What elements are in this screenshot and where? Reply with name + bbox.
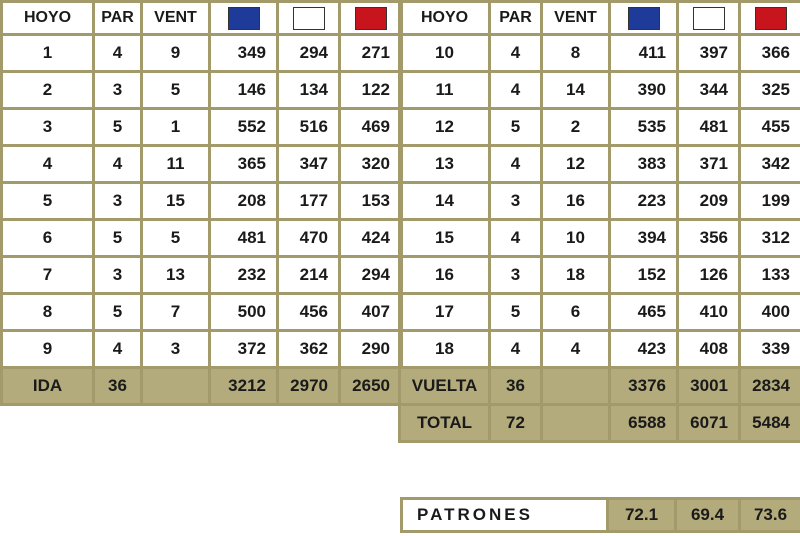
total-red: 5484	[740, 405, 800, 442]
hole-vent-cell: 9	[142, 35, 210, 72]
hole-white-cell: 516	[278, 109, 340, 146]
hole-hoyo-cell: 11	[400, 72, 490, 109]
hole-white-cell: 408	[678, 331, 740, 368]
hole-blue-cell: 208	[210, 183, 278, 220]
hole-blue-cell: 146	[210, 72, 278, 109]
white-tee-swatch	[293, 7, 325, 30]
hole-row	[400, 35, 800, 72]
hole-blue-cell: 223	[610, 183, 678, 220]
ida-blue: 3212	[210, 368, 278, 405]
hole-white-cell: 347	[278, 146, 340, 183]
hole-par-cell: 5	[490, 109, 542, 146]
hole-hoyo-cell: 17	[400, 294, 490, 331]
hole-par-cell: 5	[94, 109, 142, 146]
hole-blue-cell: 383	[610, 146, 678, 183]
ida-white: 2970	[278, 368, 340, 405]
hole-row	[400, 72, 800, 109]
hole-row	[2, 35, 402, 72]
hole-blue-cell: 394	[610, 220, 678, 257]
hole-par-cell: 3	[94, 72, 142, 109]
hole-red-cell: 469	[340, 109, 402, 146]
hole-par-cell: 5	[94, 294, 142, 331]
hole-row	[400, 257, 800, 294]
vent-header: VENT	[542, 2, 610, 35]
hole-par-cell: 4	[94, 146, 142, 183]
hole-white-cell: 470	[278, 220, 340, 257]
hole-row	[400, 109, 800, 146]
hole-row	[400, 183, 800, 220]
hole-vent-cell: 11	[142, 146, 210, 183]
ida-total-row	[2, 368, 402, 405]
hole-row	[2, 257, 402, 294]
hole-row	[2, 331, 402, 368]
vuelta-vent	[542, 368, 610, 405]
hole-blue-cell: 411	[610, 35, 678, 72]
hole-vent-cell: 10	[542, 220, 610, 257]
hole-hoyo-cell: 13	[400, 146, 490, 183]
hole-red-cell: 122	[340, 72, 402, 109]
hoyo-header: HOYO	[2, 2, 94, 35]
hole-blue-cell: 465	[610, 294, 678, 331]
hole-white-cell: 214	[278, 257, 340, 294]
total-label: TOTAL	[400, 405, 490, 442]
hole-vent-cell: 18	[542, 257, 610, 294]
hole-white-cell: 344	[678, 72, 740, 109]
hole-vent-cell: 7	[142, 294, 210, 331]
ida-label: IDA	[2, 368, 94, 405]
hole-vent-cell: 1	[142, 109, 210, 146]
front-nine-table	[0, 0, 403, 406]
hole-red-cell: 325	[740, 72, 800, 109]
total-white: 6071	[678, 405, 740, 442]
hole-vent-cell: 5	[142, 220, 210, 257]
hole-vent-cell: 15	[142, 183, 210, 220]
total-blue: 6588	[610, 405, 678, 442]
hole-red-cell: 342	[740, 146, 800, 183]
hole-white-cell: 209	[678, 183, 740, 220]
red-tee-header	[340, 2, 402, 35]
hole-row	[2, 72, 402, 109]
ida-vent	[142, 368, 210, 405]
hole-blue-cell: 535	[610, 109, 678, 146]
vuelta-label: VUELTA	[400, 368, 490, 405]
hole-white-cell: 356	[678, 220, 740, 257]
hole-hoyo-cell: 14	[400, 183, 490, 220]
hole-vent-cell: 14	[542, 72, 610, 109]
hole-white-cell: 371	[678, 146, 740, 183]
hole-red-cell: 290	[340, 331, 402, 368]
hole-white-cell: 410	[678, 294, 740, 331]
hole-blue-cell: 372	[210, 331, 278, 368]
patrones-blue: 72.1	[608, 499, 676, 532]
hoyo-header: HOYO	[400, 2, 490, 35]
patrones-red: 73.6	[740, 499, 800, 532]
blue-tee-swatch	[228, 7, 260, 30]
patrones-label: PATRONES	[402, 499, 608, 532]
red-tee-swatch	[755, 7, 787, 30]
hole-hoyo-cell: 4	[2, 146, 94, 183]
hole-hoyo-cell: 18	[400, 331, 490, 368]
hole-blue-cell: 365	[210, 146, 278, 183]
hole-row	[2, 109, 402, 146]
hole-blue-cell: 423	[610, 331, 678, 368]
patrones-white: 69.4	[676, 499, 740, 532]
hole-red-cell: 271	[340, 35, 402, 72]
hole-white-cell: 481	[678, 109, 740, 146]
hole-red-cell: 339	[740, 331, 800, 368]
hole-red-cell: 294	[340, 257, 402, 294]
hole-hoyo-cell: 5	[2, 183, 94, 220]
hole-red-cell: 407	[340, 294, 402, 331]
hole-hoyo-cell: 15	[400, 220, 490, 257]
hole-par-cell: 4	[490, 35, 542, 72]
hole-par-cell: 4	[490, 220, 542, 257]
grand-total-row	[400, 405, 800, 442]
hole-blue-cell: 349	[210, 35, 278, 72]
ida-par: 36	[94, 368, 142, 405]
hole-row	[400, 220, 800, 257]
hole-vent-cell: 13	[142, 257, 210, 294]
hole-par-cell: 3	[94, 183, 142, 220]
hole-par-cell: 5	[94, 220, 142, 257]
hole-blue-cell: 232	[210, 257, 278, 294]
hole-row	[400, 331, 800, 368]
hole-par-cell: 4	[490, 146, 542, 183]
hole-hoyo-cell: 8	[2, 294, 94, 331]
hole-par-cell: 3	[490, 257, 542, 294]
par-header: PAR	[490, 2, 542, 35]
hole-red-cell: 400	[740, 294, 800, 331]
blue-tee-swatch	[628, 7, 660, 30]
hole-white-cell: 456	[278, 294, 340, 331]
hole-white-cell: 134	[278, 72, 340, 109]
hole-par-cell: 3	[94, 257, 142, 294]
hole-red-cell: 153	[340, 183, 402, 220]
vuelta-blue: 3376	[610, 368, 678, 405]
hole-par-cell: 4	[94, 35, 142, 72]
hole-hoyo-cell: 3	[2, 109, 94, 146]
white-tee-swatch	[693, 7, 725, 30]
header-row	[2, 2, 402, 35]
hole-vent-cell: 16	[542, 183, 610, 220]
vuelta-total-row	[400, 368, 800, 405]
header-row	[400, 2, 800, 35]
hole-red-cell: 320	[340, 146, 402, 183]
hole-blue-cell: 390	[610, 72, 678, 109]
par-header: PAR	[94, 2, 142, 35]
back-nine-table	[398, 0, 800, 443]
hole-blue-cell: 500	[210, 294, 278, 331]
hole-row	[400, 146, 800, 183]
hole-red-cell: 424	[340, 220, 402, 257]
hole-row	[2, 220, 402, 257]
patrones-table	[400, 497, 800, 533]
vuelta-par: 36	[490, 368, 542, 405]
hole-vent-cell: 4	[542, 331, 610, 368]
hole-vent-cell: 8	[542, 35, 610, 72]
hole-vent-cell: 6	[542, 294, 610, 331]
hole-hoyo-cell: 7	[2, 257, 94, 294]
hole-red-cell: 455	[740, 109, 800, 146]
hole-white-cell: 177	[278, 183, 340, 220]
hole-hoyo-cell: 10	[400, 35, 490, 72]
hole-row	[400, 294, 800, 331]
hole-hoyo-cell: 6	[2, 220, 94, 257]
hole-row	[2, 146, 402, 183]
hole-hoyo-cell: 12	[400, 109, 490, 146]
hole-red-cell: 133	[740, 257, 800, 294]
blue-tee-header	[210, 2, 278, 35]
total-vent	[542, 405, 610, 442]
hole-row	[2, 183, 402, 220]
hole-white-cell: 362	[278, 331, 340, 368]
hole-white-cell: 294	[278, 35, 340, 72]
total-par: 72	[490, 405, 542, 442]
hole-blue-cell: 552	[210, 109, 278, 146]
hole-red-cell: 312	[740, 220, 800, 257]
hole-vent-cell: 5	[142, 72, 210, 109]
hole-hoyo-cell: 2	[2, 72, 94, 109]
hole-hoyo-cell: 9	[2, 331, 94, 368]
vuelta-white: 3001	[678, 368, 740, 405]
hole-hoyo-cell: 1	[2, 35, 94, 72]
hole-vent-cell: 12	[542, 146, 610, 183]
hole-blue-cell: 481	[210, 220, 278, 257]
hole-par-cell: 3	[490, 183, 542, 220]
ida-red: 2650	[340, 368, 402, 405]
hole-par-cell: 5	[490, 294, 542, 331]
patrones-row	[402, 499, 800, 532]
red-tee-header	[740, 2, 800, 35]
white-tee-header	[678, 2, 740, 35]
hole-par-cell: 4	[94, 331, 142, 368]
hole-blue-cell: 152	[610, 257, 678, 294]
hole-par-cell: 4	[490, 72, 542, 109]
white-tee-header	[278, 2, 340, 35]
hole-red-cell: 199	[740, 183, 800, 220]
hole-vent-cell: 3	[142, 331, 210, 368]
hole-red-cell: 366	[740, 35, 800, 72]
hole-white-cell: 397	[678, 35, 740, 72]
hole-vent-cell: 2	[542, 109, 610, 146]
red-tee-swatch	[355, 7, 387, 30]
hole-hoyo-cell: 16	[400, 257, 490, 294]
hole-row	[2, 294, 402, 331]
vent-header: VENT	[142, 2, 210, 35]
hole-white-cell: 126	[678, 257, 740, 294]
hole-par-cell: 4	[490, 331, 542, 368]
blue-tee-header	[610, 2, 678, 35]
vuelta-red: 2834	[740, 368, 800, 405]
